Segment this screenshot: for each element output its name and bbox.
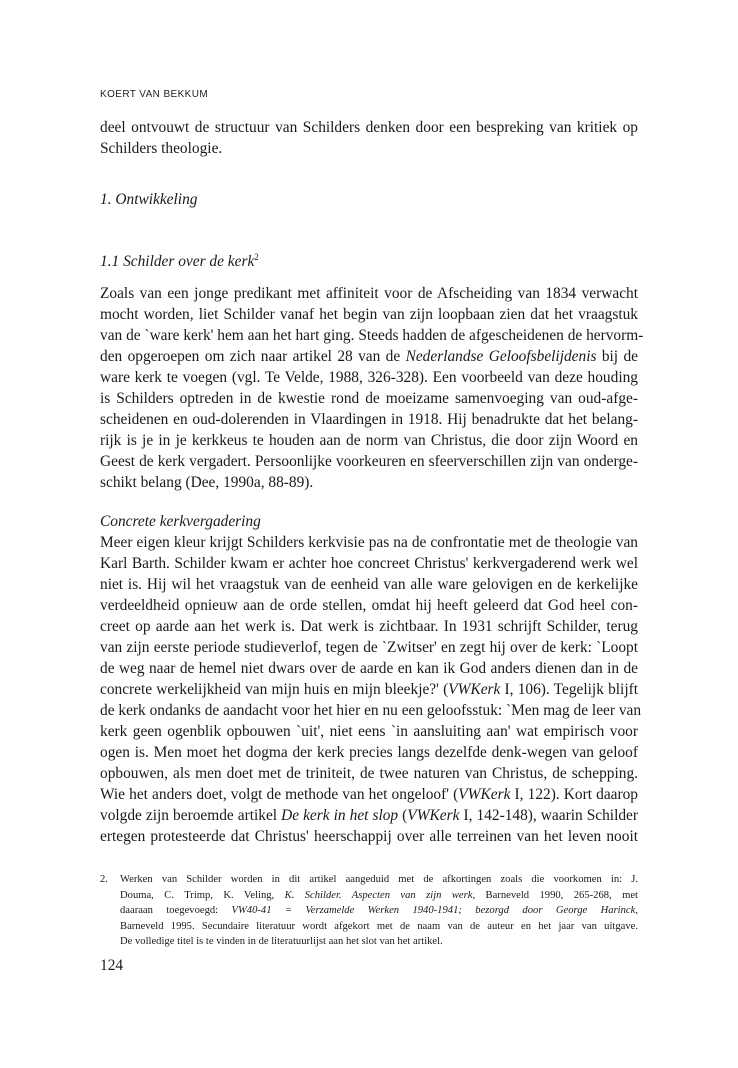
paragraph-2 — [100, 532, 642, 847]
text-run: volgde zijn beroemde artikel — [100, 807, 282, 824]
text-run: I, 142-148), waarin Schilder — [459, 807, 638, 824]
footnote — [100, 872, 638, 950]
text-line: ertegen protesteerde dat Christus' heerschappij over alle terreinen van het leven nooit — [100, 828, 638, 845]
text-run: ( — [398, 807, 408, 824]
text-line: van de `ware kerk' hem aan het hart ging. Steeds hadden de afgescheidenen de hervorm- — [100, 327, 644, 344]
section-heading: 1. Ontwikkeling — [100, 191, 198, 208]
intro-paragraph — [100, 117, 638, 159]
italic-title: Nederlandse Geloofsbelijdenis — [405, 348, 597, 365]
text-line: ware kerk te voegen (vgl. Te Velde, 1988, 326-328). Een voorbeeld van deze houding — [100, 369, 638, 386]
text-line: creet op aarde aan het werk is. Dat werk is zichtbaar. In 1931 schrijft Schilder, terug — [100, 618, 638, 635]
italic-abbreviation: VWKerk — [448, 681, 501, 698]
text-line: Zoals van een jonge predikant met affiniteit voor de Afscheiding van 1834 verwacht — [100, 285, 638, 302]
text-line: verdeeldheid opnieuw aan de orde stellen, omdat hij heeft geleerd dat God heel con- — [100, 597, 638, 614]
footnote-number: 2. — [100, 874, 108, 885]
italic-abbreviation: VWKerk — [458, 786, 511, 803]
footnote-line: Barneveld 1995. Secundaire literatuur wordt afgekort met de naam van de auteur en het jaar van uitgave. — [120, 920, 638, 932]
page-number: 124 — [100, 957, 124, 974]
italic-title: De kerk in het slop — [281, 807, 399, 824]
text-run: concrete werkelijkheid van mijn huis en mijn bleekje?' ( — [100, 681, 449, 698]
text-line — [100, 784, 638, 805]
text-line: de weg naar de hemel niet dwars over de aarde en kan ik God anders dienen dan in de — [100, 660, 638, 677]
subheading-concrete-kerkvergadering: Concrete kerkvergadering — [100, 513, 261, 530]
text-line — [100, 679, 638, 700]
text-line: van zijn eerste periode studieverlof, tegen de `Zwitser' en zegt hij over de kerk: `Loopt — [100, 639, 638, 656]
text-run: , Barneveld 1990, 265-268, met — [472, 889, 638, 901]
text-line: Karl Barth. Schilder kwam er achter hoe concreet Christus' kerkvergaderend werk wel — [100, 555, 638, 572]
text-run: den opgeroepen om zich naar artikel 28 van de — [100, 348, 406, 365]
text-run: daaraan toegevoegd: — [120, 905, 232, 916]
text-line: de kerk ondanks de aandacht voor het hier en nu een geloofsstuk: `Men mag de leer van — [100, 702, 642, 719]
text-line: opbouwen, als men doet met de triniteit, de twee naturen van Christus, de schepping. — [100, 765, 638, 782]
subsection-heading — [100, 251, 259, 272]
footnote-line: Werken van Schilder worden in dit artikel aangeduid met de afkortingen zoals die voorkomen in: J. — [120, 874, 638, 885]
text-run: Wie het anders doet, volgt de methode van het ongeloof' ( — [100, 786, 459, 803]
subsection-heading-text: 1.1 Schilder over de kerk — [100, 253, 255, 270]
text-run: bij de — [596, 348, 638, 365]
text-line: niet is. Hij wil het vraagstuk van de eenheid van alle ware gelovigen en de kerkelijke — [100, 576, 638, 593]
text-line: is Schilders optreden in de kwestie rond de moeizame samenvoeging van oud-afge- — [100, 390, 638, 407]
italic-abbreviation: VWKerk — [407, 807, 460, 824]
text-line: deel ontvouwt de structuur van Schilders denken door een bespreking van kritiek op — [100, 119, 638, 136]
footnote-line: De volledige titel is te vinden in de literatuurlijst aan het slot van het artikel. — [120, 936, 443, 947]
paragraph-1 — [100, 283, 644, 493]
text-line: scheidenen en oud-dolerenden in Vlaardingen in 1918. Hij benadrukte dat het belang- — [100, 411, 638, 428]
book-page — [100, 0, 644, 1068]
footnote-line — [120, 888, 638, 904]
text-run: Douma, C. Trimp, K. Veling, — [120, 889, 285, 901]
text-line: kerk geen ogenblik opbouwen `uit', niet eens `in aansluiting aan' wat empirisch voor — [100, 723, 638, 740]
text-line: rijk is je in je kerkkeus te houden aan de norm van Christus, die door zijn Woord en — [100, 432, 638, 449]
text-line: Meer eigen kleur krijgt Schilders kerkvisie pas na de confrontatie met de theologie van — [100, 534, 638, 551]
italic-title: K. Schilder. Aspecten van zijn werk — [284, 889, 473, 901]
text-line — [100, 805, 638, 826]
running-head: KOERT VAN BEKKUM — [100, 89, 209, 100]
text-run: I, 122). Kort daarop — [510, 786, 638, 803]
text-line: ogen is. Men moet het dogma der kerk precies langs dezelfde denk-wegen van geloof — [100, 744, 638, 761]
text-line — [100, 346, 638, 367]
footnote-body — [120, 872, 638, 950]
text-run: , — [635, 905, 638, 916]
italic-title: VW40-41 = Verzamelde Werken 1940-1941; bezorgd door George Harinck — [231, 905, 636, 916]
text-line: Geest de kerk vergadert. Persoonlijke voorkeuren en sfeerverschillen zijn van onderge- — [100, 453, 638, 470]
footnote-reference: 2 — [254, 251, 259, 262]
text-line: mocht worden, liet Schilder vanaf het begin van zijn loopbaan zien dat het vraagstuk — [100, 306, 638, 323]
text-line: Schilders theologie. — [100, 140, 223, 157]
footnote-line — [120, 903, 638, 919]
text-run: I, 106). Tegelijk blijft — [500, 681, 638, 698]
text-line: schikt belang (Dee, 1990a, 88-89). — [100, 474, 314, 491]
